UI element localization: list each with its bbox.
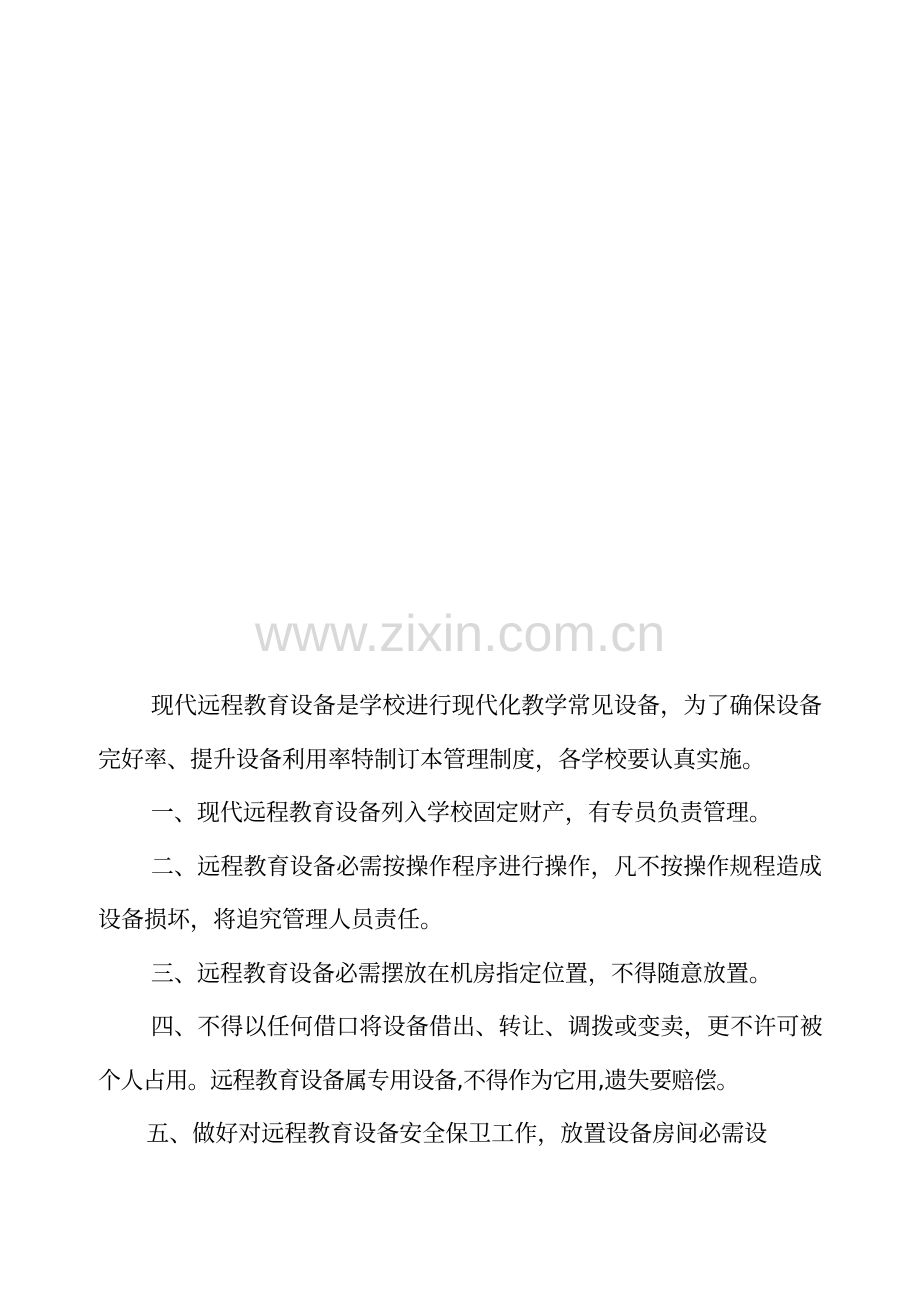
document-body <box>98 680 822 1162</box>
intro-paragraph: 现代远程教育设备是学校进行现代化教学常见设备，为了确保设备完好率、提升设备利用率特制订本管理制度，各学校要认真实施。 <box>98 693 822 773</box>
rule-3-paragraph: 三、远程教育设备必需摆放在机房指定位置，不得随意放置。 <box>150 960 772 987</box>
rule-1-paragraph: 一、现代远程教育设备列入学校固定财产，有专员负责管理。 <box>150 800 772 826</box>
rule-5-paragraph: 五、做好对远程教育设备安全保卫工作，放置设备房间必需设 <box>146 1121 768 1147</box>
rule-2-paragraph: 二、远程教育设备必需按操作程序进行操作，凡不按操作规程造成设备损坏，将追究管理人员责任。 <box>98 853 822 933</box>
watermark: www.zixin.com.cn <box>254 605 666 663</box>
rule-4-paragraph: 四、不得以任何借口将设备借出、转让、调拨或变卖，更不许可被个人占用。远程教育设备属专用设备,不得作为它用,遗失要赔偿。 <box>98 1014 822 1094</box>
